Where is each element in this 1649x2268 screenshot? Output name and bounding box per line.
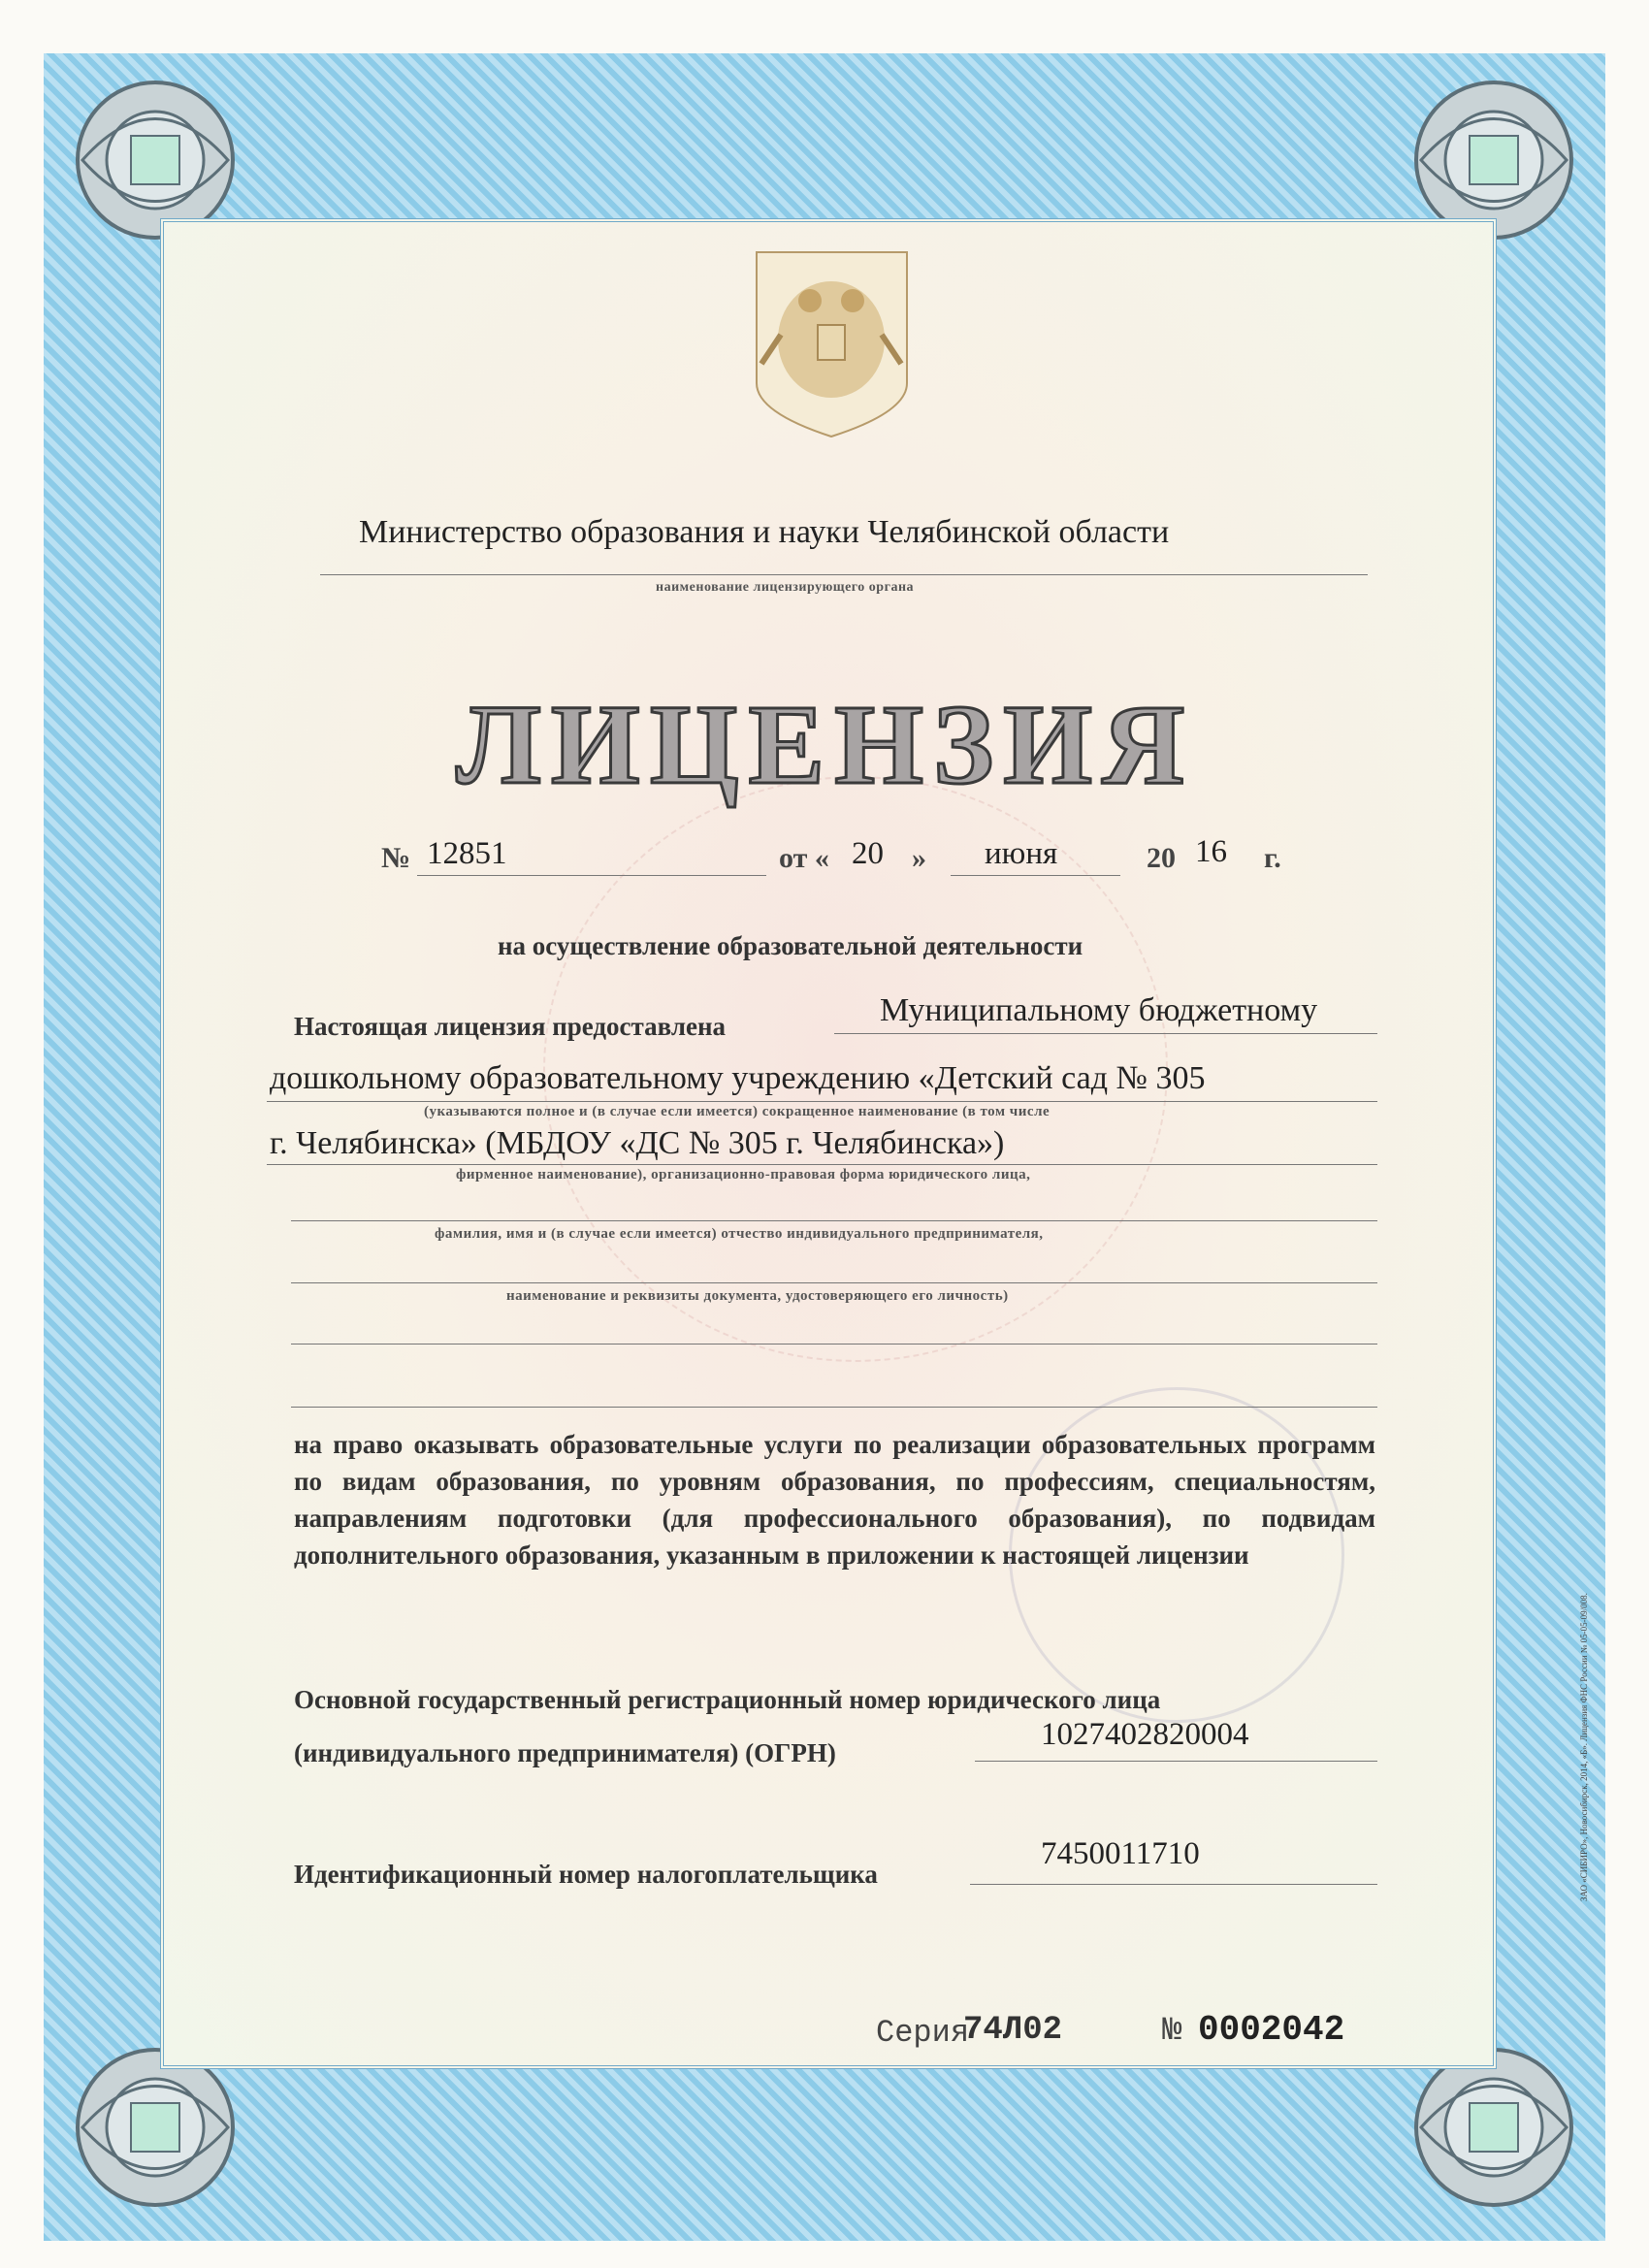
- series-value: 74Л02: [963, 2012, 1063, 2049]
- blank-underline-4: [291, 1220, 1377, 1221]
- inn-underline: [970, 1884, 1377, 1885]
- blank-number-label: №: [1162, 2013, 1182, 2050]
- licensee-name-line-2: дошкольному образовательному учреждению «Детский сад № 305: [270, 1060, 1206, 1096]
- printer-note: ЗАО «СИБИРО», Новосибирск, 2014, «Б». Лицензия ФНС России № 05-05-09/008.: [1579, 1593, 1589, 1901]
- date-month: июня: [985, 836, 1058, 871]
- license-number-label: №: [381, 842, 411, 874]
- ogrn-underline: [975, 1761, 1377, 1762]
- licensing-authority: Министерство образования и науки Челябинской области: [359, 514, 1170, 550]
- license-number: 12851: [427, 836, 507, 871]
- authority-caption: наименование лицензирующего органа: [656, 580, 915, 595]
- ogrn-label-line-2: (индивидуального предпринимателя) (ОГРН): [294, 1738, 836, 1767]
- blank-number-value: 0002042: [1198, 2010, 1345, 2050]
- licensee-name-line-3: г. Челябинска» (МБДОУ «ДС № 305 г. Челябинска»): [270, 1125, 1005, 1161]
- date-from-label: от «: [779, 842, 829, 874]
- licensee-underline-2: [267, 1101, 1377, 1102]
- number-underline: [417, 875, 766, 876]
- document-title: ЛИЦЕНЗИЯ: [456, 681, 1195, 808]
- year-suffix: 16: [1195, 834, 1227, 869]
- authority-underline: [320, 574, 1368, 575]
- ogrn-label-line-1: Основной государственный регистрационный номер юридического лица: [294, 1685, 1161, 1714]
- licensee-caption-2: фирменное наименование), организационно-правовая форма юридического лица,: [456, 1167, 1031, 1183]
- activity-type: на осуществление образовательной деятельности: [498, 931, 1083, 960]
- coat-of-arms-icon: [752, 247, 912, 441]
- ogrn-value: 1027402820004: [1041, 1717, 1249, 1752]
- year-prefix: 20: [1147, 842, 1176, 874]
- inn-label: Идентификационный номер налогоплательщика: [294, 1860, 878, 1889]
- series-label: Серия: [876, 2015, 970, 2051]
- blank-underline-5: [291, 1282, 1377, 1283]
- year-unit: г.: [1264, 842, 1281, 874]
- licensee-underline-1: [834, 1033, 1377, 1034]
- date-close-quote: »: [912, 842, 926, 874]
- rights-statement: на право оказывать образовательные услуги по реализации образовательных программ по видам образования, по уровням образования, по профессиям, специальностям, направлениям подготовки (для профессионального образования), по подвидам дополнительного образования, указанным в приложении к настоящей лицензии: [294, 1430, 1375, 1570]
- blank-underline-7: [291, 1407, 1377, 1408]
- licensee-name-line-1: Муниципальному бюджетному: [880, 992, 1318, 1028]
- blank-underline-6: [291, 1344, 1377, 1345]
- licensee-caption-1: (указываются полное и (в случае если имеется) сокращенное наименование (в том числе: [424, 1104, 1051, 1119]
- licensee-caption-4: наименование и реквизиты документа, удостоверяющего его личность): [506, 1288, 1009, 1304]
- licensee-underline-3: [267, 1164, 1377, 1165]
- granted-to-label: Настоящая лицензия предоставлена: [294, 1012, 727, 1041]
- date-day: 20: [852, 836, 884, 871]
- licensee-caption-3: фамилия, имя и (в случае если имеется) отчество индивидуального предпринимателя,: [435, 1226, 1044, 1242]
- month-underline: [951, 875, 1120, 876]
- inn-value: 7450011710: [1041, 1836, 1200, 1871]
